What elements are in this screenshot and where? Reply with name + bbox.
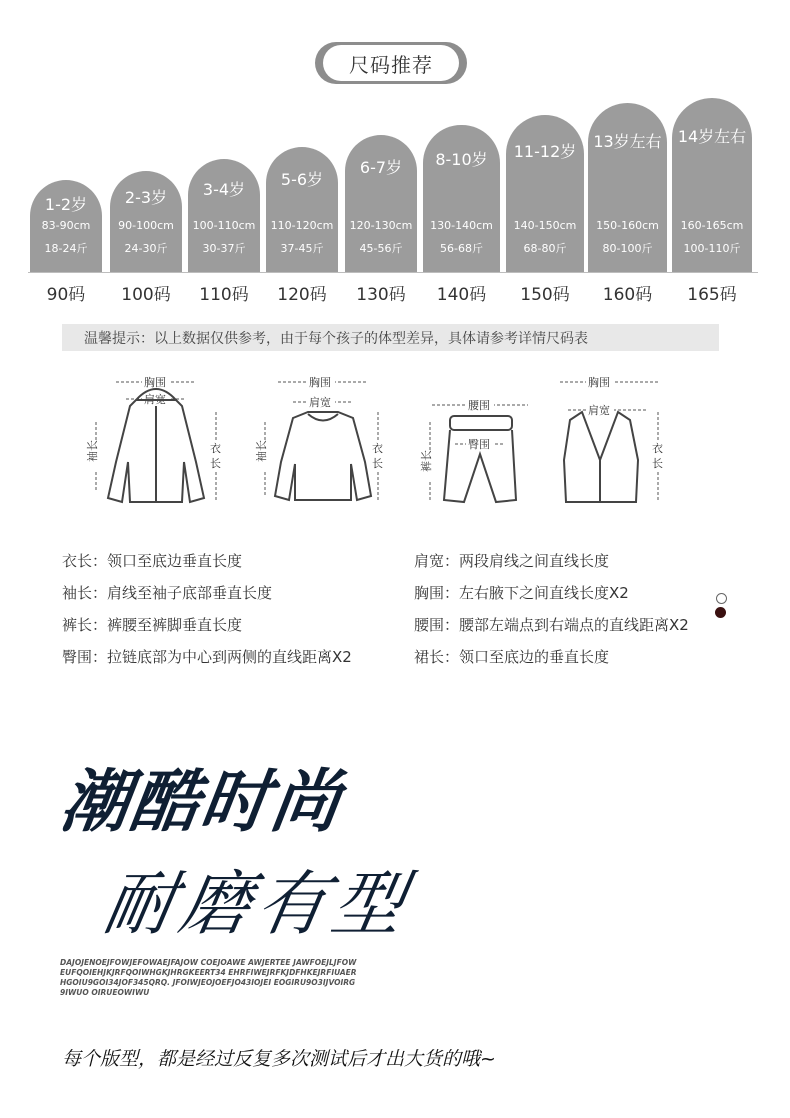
age-label: 5-6岁: [280, 170, 324, 189]
size-code: 130码: [356, 285, 406, 305]
length-label-1: 衣: [210, 442, 221, 455]
age-label: 11-12岁: [513, 142, 577, 161]
pants-diagram: [420, 372, 540, 517]
height-range: 140-150cm: [513, 219, 577, 232]
age-label: 2-3岁: [124, 188, 168, 207]
height-range: 160-165cm: [680, 219, 744, 232]
title-pill: [315, 42, 467, 84]
age-label: 3-4岁: [202, 180, 246, 199]
weight-range: 100-110斤: [683, 242, 741, 255]
definition-text: 腰围：腰部左端点到右端点的直线距离X2: [414, 616, 689, 634]
age-label: 1-2岁: [44, 195, 88, 214]
weight-range: 30-37斤: [202, 242, 246, 255]
definition-text: 肩宽：两段肩线之间直线长度: [414, 552, 610, 570]
sleeve-label: 袖长: [255, 440, 268, 462]
definition-text: 裙长：领口至底边的垂直长度: [414, 648, 610, 666]
size-code: 165码: [687, 285, 737, 305]
page-title: 尺码推荐: [323, 45, 459, 81]
length-label-2: 长: [372, 457, 383, 470]
height-range: 90-100cm: [118, 219, 174, 232]
shoulder-label: 肩宽: [588, 404, 610, 417]
sleeve-label: 袖长: [86, 440, 99, 462]
filled-dot-icon: [715, 607, 726, 618]
hollow-dot-icon: [716, 593, 727, 604]
bottom-caption: 每个版型，都是经过反复多次测试后才出大货的哦~: [62, 1048, 496, 1070]
shoulder-label: 肩宽: [144, 393, 166, 406]
chest-label: 胸围: [144, 376, 166, 389]
size-column: [345, 135, 417, 272]
size-column: [266, 147, 338, 272]
slogan-main: 潮酷时尚: [55, 763, 347, 842]
definition-text: 臀围：拉链底部为中心到两侧的直线距离X2: [62, 648, 352, 666]
size-code: 100码: [121, 285, 171, 305]
height-range: 83-90cm: [41, 219, 91, 232]
tip-banner: 温馨提示：以上数据仅供参考，由于每个孩子的体型差异，具体请参考详情尺码表: [62, 324, 719, 351]
weight-range: 68-80斤: [523, 242, 567, 255]
size-code: 90码: [46, 285, 86, 305]
sweatshirt-diagram: [253, 372, 398, 517]
size-column: [30, 180, 102, 272]
size-column: [588, 103, 667, 272]
age-label: 14岁左右: [677, 127, 747, 146]
size-column: [506, 115, 584, 272]
waist-label: 腰围: [468, 399, 490, 412]
size-column: [672, 98, 752, 272]
pants-length-label: 裤长: [420, 450, 433, 472]
definition-text: 胸围：左右腋下之间直线长度X2: [414, 584, 629, 602]
size-column: [110, 171, 182, 272]
length-label-1: 衣: [372, 442, 383, 455]
weight-range: 24-30斤: [124, 242, 168, 255]
size-code: 140码: [436, 285, 487, 305]
size-code: 150码: [520, 285, 570, 305]
vest-diagram: [548, 372, 673, 517]
shoulder-label: 肩宽: [309, 396, 331, 409]
height-range: 110-120cm: [270, 219, 334, 232]
weight-range: 18-24斤: [44, 242, 88, 255]
age-label: 8-10岁: [435, 150, 488, 169]
height-range: 100-110cm: [192, 219, 256, 232]
length-label-2: 长: [652, 457, 663, 470]
definition-text: 衣长：领口至底边垂直长度: [62, 552, 243, 570]
chest-label: 胸围: [588, 376, 610, 389]
weight-range: 45-56斤: [359, 242, 403, 255]
weight-range: 56-68斤: [440, 242, 483, 255]
chart-baseline: [28, 272, 758, 273]
size-code: 120码: [277, 285, 327, 305]
height-range: 120-130cm: [349, 219, 413, 232]
jacket-diagram: [78, 372, 238, 517]
age-label: 6-7岁: [359, 158, 403, 177]
weight-range: 80-100斤: [602, 242, 653, 255]
size-code: 160码: [602, 285, 653, 305]
size-column: [188, 159, 260, 272]
slogan-sub: 耐磨有型: [97, 863, 417, 945]
hip-label: 臀围: [468, 438, 490, 451]
definition-text: 袖长：肩线至袖子底部垂直长度: [62, 584, 273, 602]
height-range: 150-160cm: [596, 219, 659, 232]
size-code: 110码: [199, 285, 249, 305]
age-label: 13岁左右: [593, 132, 662, 151]
definition-text: 裤长：裤腰至裤脚垂直长度: [62, 616, 243, 634]
chest-label: 胸围: [309, 376, 331, 389]
length-label-1: 衣: [652, 442, 663, 455]
weight-range: 37-45斤: [280, 242, 324, 255]
length-label-2: 长: [210, 457, 221, 470]
decorative-text: DAJOJENOEJFOWJEFOWAEJFAJOW COEJOAWE AWJERTEE JAWFOEJLJFOWEUFQOIEHJKJRFQOIWHGKJHRGKEERT34 EHRFIWEJRFKJDFHKEJRFIUAERHGOIU9GOI34JOF345QRQ. JFOIWJEOJOEFJO43IOJEI EOGIRU9O3IJVOIRG9IWUO OIRUEOWIWU: [60, 958, 357, 997]
height-range: 130-140cm: [430, 219, 493, 232]
size-column: [423, 125, 500, 272]
